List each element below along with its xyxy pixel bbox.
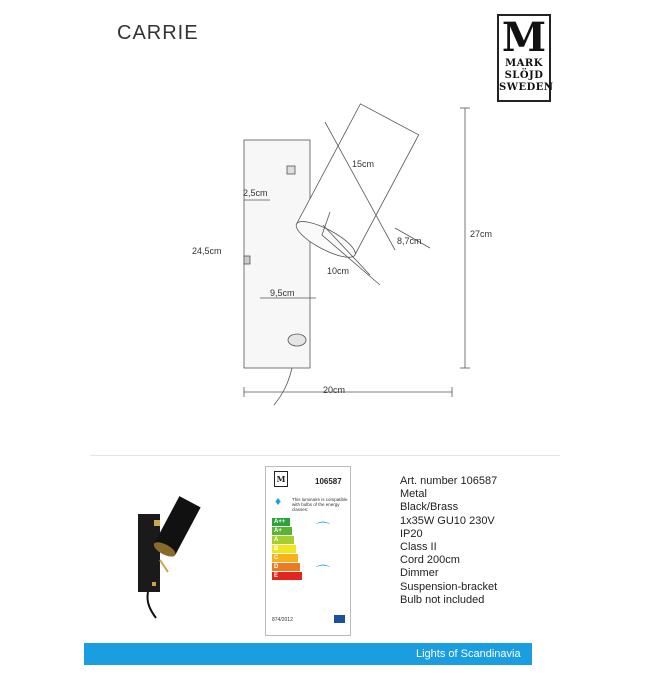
spec-item: Cord 200cm bbox=[400, 554, 460, 567]
spec-item: Bulb not included bbox=[400, 593, 485, 606]
spec-item: Art. number 106587 bbox=[400, 475, 498, 487]
dim-depth: 9,5cm bbox=[270, 288, 295, 298]
brand-logo bbox=[497, 14, 554, 102]
logo-line-2: SLÖJD bbox=[504, 70, 544, 81]
spec-item: IP20 bbox=[400, 527, 423, 540]
energy-label-text: This luminaire is compatible with bulbs of the energy classes: bbox=[292, 497, 348, 512]
spec-item: Metal bbox=[400, 488, 427, 501]
grade-bar: D bbox=[272, 563, 300, 571]
spec-list bbox=[400, 475, 497, 607]
logo-line-1: MARK bbox=[505, 58, 543, 69]
footer-text: Lights of Scandinavia bbox=[416, 648, 521, 660]
bulb-icon: ⌒ bbox=[316, 564, 330, 580]
grade-bar: A bbox=[272, 536, 294, 544]
energy-label-article: 106587 bbox=[315, 477, 342, 486]
dim-arm-length: 10cm bbox=[327, 266, 350, 276]
spec-item: Dimmer bbox=[400, 567, 439, 580]
section-divider bbox=[90, 455, 560, 456]
product-title: CARRIE bbox=[117, 22, 199, 44]
logo-letter: M bbox=[501, 14, 547, 61]
dim-plate-width: 2,5cm bbox=[243, 188, 268, 198]
product-photo bbox=[110, 490, 230, 620]
grade-bar: A+ bbox=[272, 527, 292, 535]
dim-shade-length: 15cm bbox=[352, 159, 375, 169]
energy-grades bbox=[272, 518, 312, 581]
footer-bar bbox=[84, 643, 532, 665]
eu-flag-icon bbox=[334, 615, 345, 623]
lamp-icon: ♦ bbox=[275, 494, 282, 508]
spec-item: Class II bbox=[400, 541, 437, 554]
dim-body-height: 24,5cm bbox=[192, 246, 222, 256]
dim-shade-diameter: 8,7cm bbox=[397, 236, 422, 246]
dim-height-total: 27cm bbox=[470, 229, 493, 239]
grade-bar: C bbox=[272, 554, 298, 562]
spec-item: 1x35W GU10 230V bbox=[400, 514, 495, 527]
logo-line-3: SWEDEN bbox=[499, 82, 554, 93]
bulb-icon: ⌒ bbox=[316, 521, 330, 537]
spec-item: Black/Brass bbox=[400, 501, 459, 514]
grade-bar: B bbox=[272, 545, 296, 553]
energy-label-regulation: 874/2012 bbox=[272, 617, 293, 623]
spec-item: Suspension-bracket bbox=[400, 580, 498, 593]
grade-bar: E bbox=[272, 572, 302, 580]
grade-bar: A++ bbox=[272, 518, 290, 526]
dim-width-total: 20cm bbox=[323, 385, 346, 395]
energy-label-logo: M bbox=[274, 471, 288, 487]
technical-drawing bbox=[230, 100, 493, 410]
